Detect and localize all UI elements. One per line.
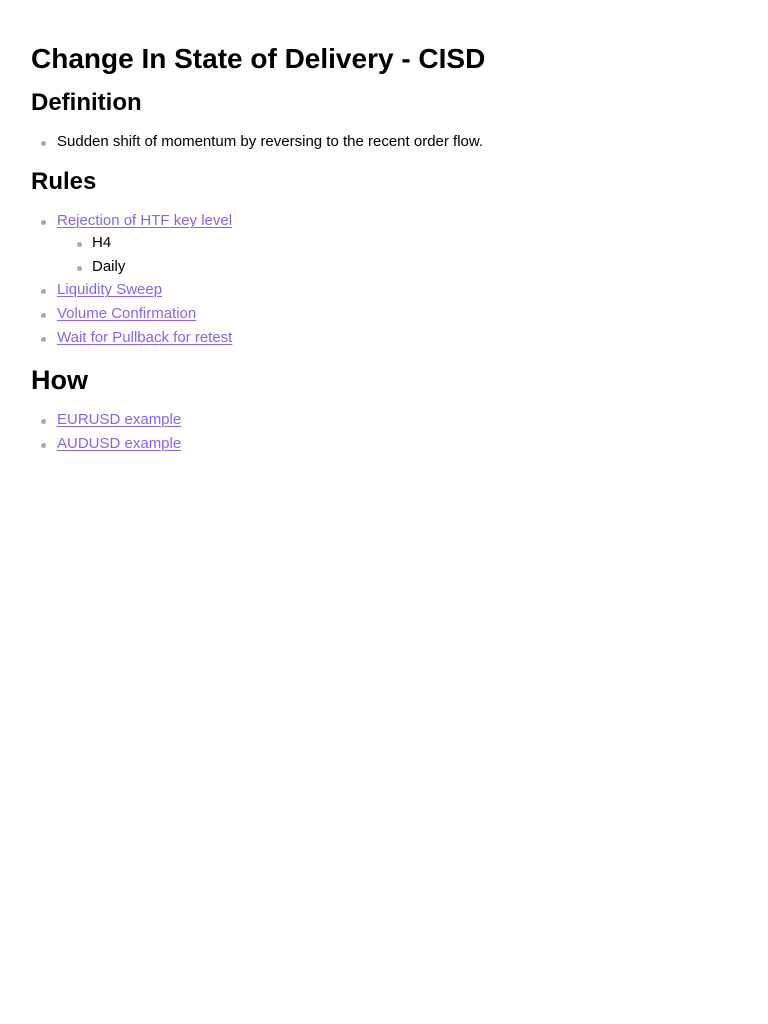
volume-confirmation-link[interactable]: Volume Confirmation — [57, 305, 197, 323]
definition-list — [31, 132, 768, 152]
list-item — [57, 304, 768, 324]
timeframe-sublist — [57, 233, 768, 277]
page-title: Change In State of Delivery - CISD — [31, 43, 486, 74]
list-item: Daily — [92, 257, 768, 277]
liquidity-sweep-link[interactable]: Liquidity Sweep — [57, 281, 163, 299]
pullback-retest-link[interactable]: Wait for Pullback for retest — [57, 328, 233, 346]
list-item: H4 — [92, 233, 768, 253]
list-item — [57, 211, 768, 277]
how-list — [31, 410, 768, 454]
list-item — [57, 410, 768, 430]
list-item — [57, 280, 768, 300]
rules-heading: Rules — [31, 168, 97, 195]
definition-heading: Definition — [31, 89, 142, 116]
audusd-example-link[interactable]: AUDUSD example — [57, 434, 182, 452]
rules-list — [31, 211, 768, 348]
list-item: Sudden shift of momentum by reversing to the recent order flow. — [57, 132, 768, 152]
list-item — [57, 434, 768, 454]
how-heading: How — [31, 364, 88, 395]
rejection-htf-link[interactable]: Rejection of HTF key level — [57, 212, 233, 229]
eurusd-example-link[interactable]: EURUSD example — [57, 410, 182, 428]
list-item — [57, 328, 768, 348]
